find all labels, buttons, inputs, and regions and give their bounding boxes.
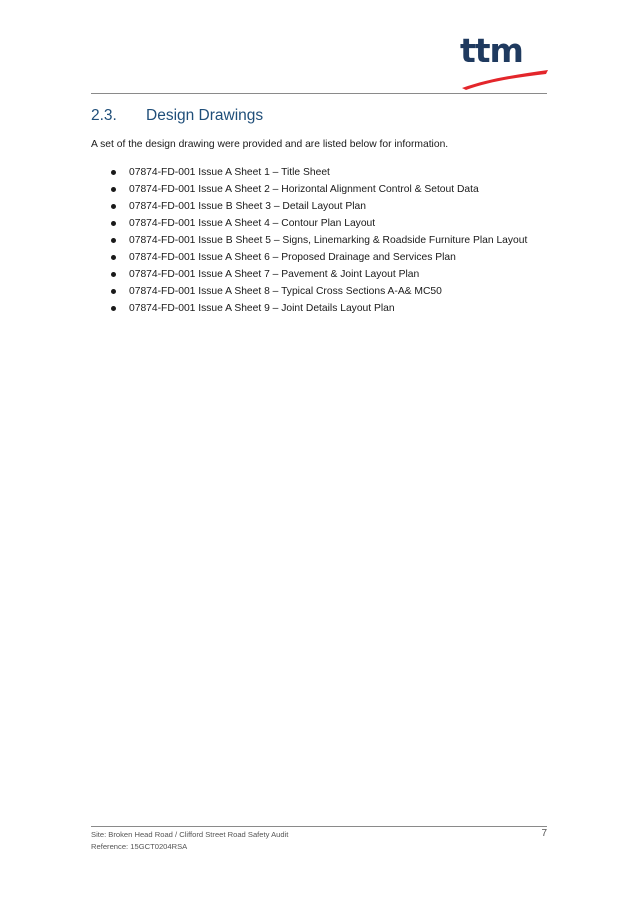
bullet-icon bbox=[111, 221, 116, 226]
footer-reference: Reference: 15GCT0204RSA bbox=[91, 842, 188, 851]
logo-swoosh-icon bbox=[460, 64, 550, 90]
section-heading bbox=[91, 107, 263, 125]
section-title: Design Drawings bbox=[146, 107, 264, 124]
drawing-label: 07874-FD-001 Issue A Sheet 7 – Pavement & Joint Layout Plan bbox=[129, 269, 420, 280]
bullet-icon bbox=[111, 289, 116, 294]
drawing-list bbox=[111, 164, 527, 317]
logo-wordmark: ttm bbox=[460, 31, 523, 70]
header-divider bbox=[91, 93, 547, 94]
drawing-list-item bbox=[111, 215, 527, 232]
footer-divider bbox=[91, 826, 547, 827]
drawing-list-item bbox=[111, 249, 527, 266]
page-number: 7 bbox=[541, 828, 547, 839]
drawing-label: 07874-FD-001 Issue A Sheet 1 – Title Sheet bbox=[129, 167, 330, 178]
drawing-label: 07874-FD-001 Issue A Sheet 2 – Horizontal Alignment Control & Setout Data bbox=[129, 184, 479, 195]
drawing-label: 07874-FD-001 Issue A Sheet 9 – Joint Details Layout Plan bbox=[129, 303, 395, 314]
section-number: 2.3. bbox=[91, 107, 117, 124]
bullet-icon bbox=[111, 170, 116, 175]
drawing-list-item bbox=[111, 300, 527, 317]
bullet-icon bbox=[111, 204, 116, 209]
bullet-icon bbox=[111, 187, 116, 192]
bullet-icon bbox=[111, 255, 116, 260]
drawing-label: 07874-FD-001 Issue B Sheet 3 – Detail Layout Plan bbox=[129, 201, 366, 212]
drawing-label: 07874-FD-001 Issue A Sheet 8 – Typical Cross Sections A-A& MC50 bbox=[129, 286, 442, 297]
drawing-list-item bbox=[111, 283, 527, 300]
drawing-label: 07874-FD-001 Issue A Sheet 6 – Proposed Drainage and Services Plan bbox=[129, 252, 456, 263]
drawing-list-item bbox=[111, 164, 527, 181]
drawing-label: 07874-FD-001 Issue A Sheet 4 – Contour Plan Layout bbox=[129, 218, 376, 229]
drawing-list-item bbox=[111, 266, 527, 283]
drawing-list-item bbox=[111, 181, 527, 198]
ttm-logo bbox=[460, 31, 550, 90]
drawing-list-item bbox=[111, 232, 527, 249]
bullet-icon bbox=[111, 272, 116, 277]
bullet-icon bbox=[111, 238, 116, 243]
footer-site: Site: Broken Head Road / Clifford Street Road Safety Audit bbox=[91, 830, 289, 839]
drawing-label: 07874-FD-001 Issue B Sheet 5 – Signs, Linemarking & Roadside Furniture Plan Layout bbox=[129, 235, 528, 246]
intro-paragraph: A set of the design drawing were provided and are listed below for information. bbox=[91, 139, 449, 150]
drawing-list-item bbox=[111, 198, 527, 215]
bullet-icon bbox=[111, 306, 116, 311]
